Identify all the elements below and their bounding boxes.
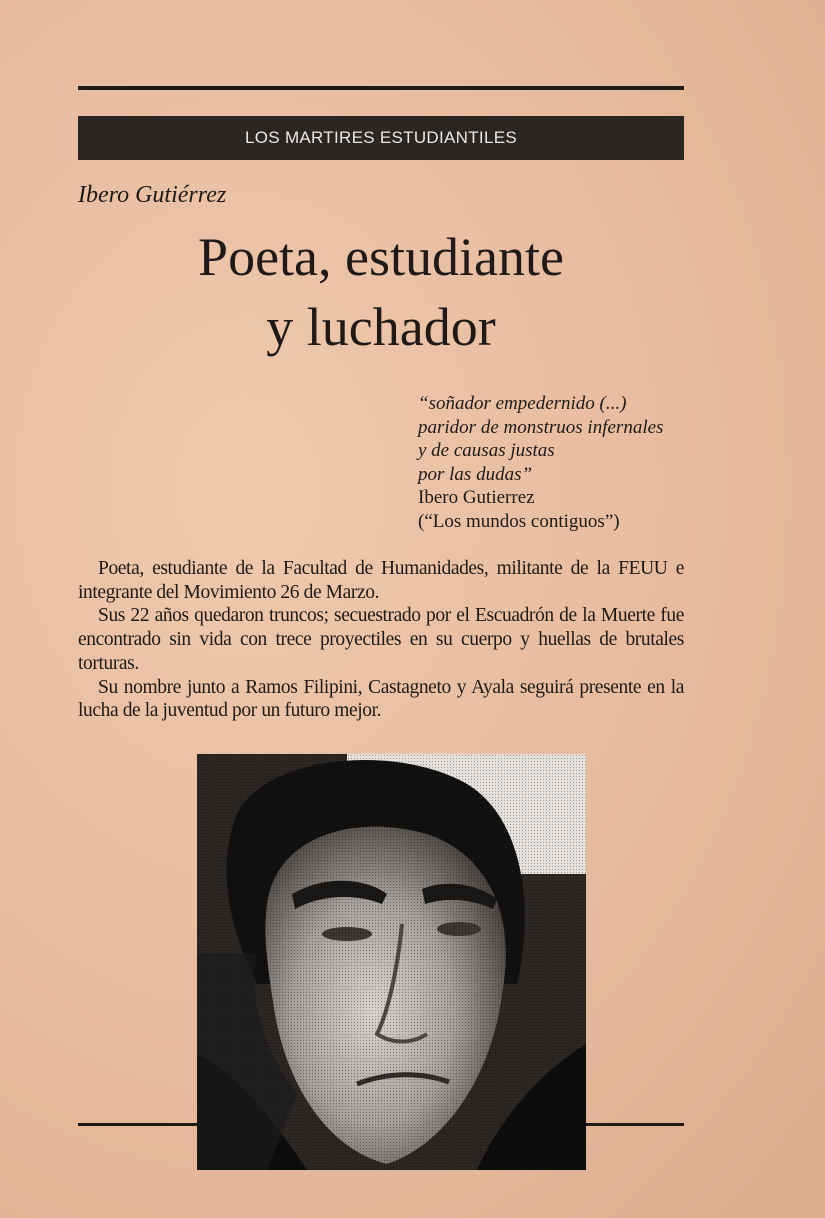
title-line-1: Poeta, estudiante <box>198 227 564 287</box>
portrait-photo <box>197 754 586 1170</box>
body-paragraph: Poeta, estudiante de la Facultad de Humanidades, militante de la FEUU e integrante del Movimiento 26 de Marzo. <box>78 558 684 603</box>
epigraph <box>418 392 698 533</box>
bottom-rule-left <box>78 1123 197 1126</box>
section-header <box>78 116 684 160</box>
author-name: Ibero Gutiérrez <box>78 182 227 208</box>
portrait-image <box>197 754 586 1170</box>
section-label: LOS MARTIRES ESTUDIANTILES <box>245 128 517 147</box>
body-paragraph: Su nombre junto a Ramos Filipini, Castagneto y Ayala seguirá presente en la lucha de la juventud por un futuro mejor. <box>78 676 684 722</box>
article-title <box>78 222 684 362</box>
epigraph-line: por las dudas” <box>418 463 533 485</box>
epigraph-source: (“Los mundos contiguos”) <box>418 510 620 532</box>
epigraph-line: y de causas justas <box>418 440 555 461</box>
top-rule <box>78 86 684 90</box>
article-body <box>78 557 684 723</box>
epigraph-line: paridor de monstruos infernales <box>418 416 664 438</box>
epigraph-attribution: Ibero Gutierrez <box>418 487 535 508</box>
epigraph-line: “soñador empedernido (...) <box>418 393 627 414</box>
bottom-rule-right <box>586 1123 684 1126</box>
title-line-2: y luchador <box>266 297 496 357</box>
body-paragraph: Sus 22 años quedaron truncos; secuestrado por el Escuadrón de la Muerte fue encontrado sin vida con trece proyectiles en su cuerpo y huellas de brutales torturas. <box>78 605 684 674</box>
